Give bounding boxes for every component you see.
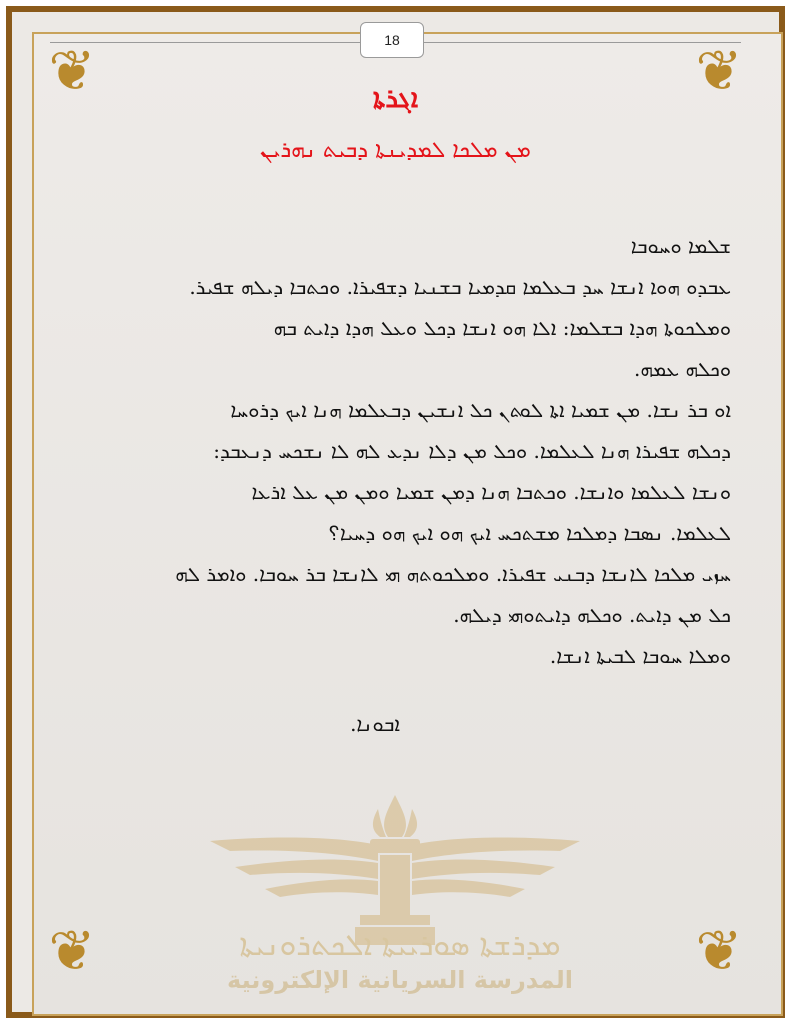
corner-ornament-bottom-right-icon: ❦: [695, 919, 743, 984]
page-number: 18: [360, 22, 424, 58]
paragraph: ܘܡܠܟܘܬܐ ܗܕܐ ܒܫܠܡܐ: ܐܠܐ ܗܘ ܐܢܫܐ ܕܟܠ ܘܥܠ ܗܕܐ ܕܐܝܬ ܒܗ: [273, 316, 731, 340]
paragraph: ܕܟܠܗ ܫܦܝܪܐ ܗܢܐ ܠܥܠܡܐ. ܘܟܠ ܡܢ ܕܠܐ ܢܕܥ ܠܗ ܠܐ ܢܫܟܚ ܕܢܥܒܕ:: [213, 439, 731, 463]
letter-body: [64, 226, 731, 677]
corner-ornament-top-left-icon: ❦: [48, 39, 96, 104]
corner-ornament-bottom-left-icon: ❦: [48, 919, 96, 984]
paragraph: ܠܥܠܡܐ. ܢܣܒܐ ܕܡܠܟܐ ܡܫܬܟܚ ܐܝܟ ܗܘ ܐܝܟ ܗܘ ܕܚܝܐ؟: [328, 521, 731, 545]
paragraph: ܚܙܝ ܡܠܟܐ ܠܐܢܫܐ ܕܒܢܝ ܫܦܝܪܐ. ܘܡܠܟܘܬܗ ܗܝ ܠܐܢܫܐ ܒܪ ܚܘܒܐ. ܘܐܡܪ ܠܗ: [175, 562, 731, 586]
logo-syriac-text: ܡܕܪܫܬܐ ܣܘܪܝܝܬܐ ܐܠܟܬܪܘܢܝܬܐ: [239, 928, 561, 963]
paragraph: ܥܒܕܘ ܗܘܐ ܐܢܫܐ ܚܕ ܒܥܠܡܐ ܩܕܡܝܐ ܒܫܢܝܐ ܕܫܦܝܪܐ. ܘܟܬܒܐ ܕܝܠܗ ܫܦܝܪ.: [189, 275, 731, 299]
paragraph: ܫܠܡܐ ܘܚܘܒܐ: [630, 234, 731, 258]
page-title: ܐܓܪܬܐ: [372, 84, 419, 114]
signature: ܐܒܘܢܐ.: [350, 712, 400, 736]
paragraph: ܟܠ ܡܢ ܕܐܝܬ. ܘܟܠܗ ܕܐܝܬܘܗܝ ܕܝܠܗ.: [453, 603, 731, 627]
corner-ornament-top-right-icon: ❦: [695, 39, 743, 104]
paragraph: ܘܢܫܐ ܠܥܠܡܐ ܘܐܢܫܐ. ܘܟܬܒܐ ܗܢܐ ܕܡܢ ܫܡܝܐ ܘܡܢ ܡܢ ܥܠ ܐܪܥܐ: [251, 480, 731, 504]
page-subtitle: ܡܢ ܡܠܟܐ ܠܡܕܝܢܬܐ ܕܒܝܬ ܢܗܪܝܢ: [260, 138, 531, 163]
paragraph: ܘܡܠܐ ܚܘܒܐ ܠܒܝܬܐ ܐܢܫܐ.: [549, 644, 731, 668]
paragraph: ܘܟܠܗ ܥܡܗ.: [634, 357, 731, 381]
paragraph: ܐܘ ܒܪ ܢܫܐ. ܡܢ ܫܡܝܐ ܐܬܐ ܠܘܬܢ ܟܠ ܐܢܫܝܢ ܕܒܥܠܡܐ ܗܢܐ ܐܝܟ ܕܪܘܚܐ: [230, 398, 731, 422]
logo-arabic-text: المدرسة السريانية الإلكترونية: [227, 966, 573, 994]
